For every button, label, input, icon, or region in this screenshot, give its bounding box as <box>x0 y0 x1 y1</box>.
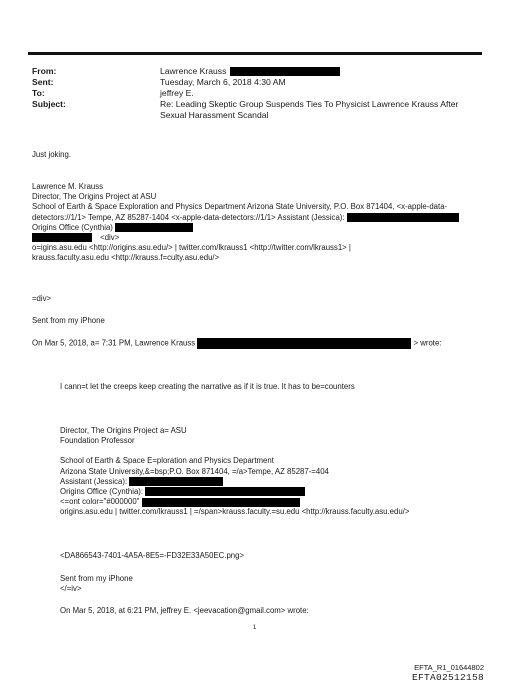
subject-value: Re: Leading Skeptic Group Suspends Ties To Physicist Lawrence Krauss After Sexual Harassment Scandal <box>160 99 459 120</box>
reply-text <box>32 150 482 160</box>
quoted-sent-iphone: Sent from my iPhone </=iv> <box>60 574 480 594</box>
sent-value: Tuesday, March 6, 2018 4:30 AM <box>160 77 286 87</box>
bates-number-large: EFTA02512158 <box>411 672 484 683</box>
q-director: Director, The Origins Project a= ASU <box>60 426 187 435</box>
redaction-block <box>347 213 459 222</box>
redaction-block <box>129 477 223 486</box>
q-origins: Origins Office (Cynthia): <box>60 487 480 497</box>
sig-name: Lawrence M. Krauss <box>32 182 104 191</box>
redaction-block <box>197 338 411 349</box>
q-assistant: Assistant (Jessica): <box>60 477 480 487</box>
sig-address-1: School of Earth & Space Exploration and Physics Department Arizona State University, P.O. Box 871404, <x-apple-data- <box>32 202 448 212</box>
sig-address-2: detectors://1/1> Tempe, AZ 85287-1404 <x-apple-data-detectors://1/1> Assistant (Jessica): <box>32 213 482 223</box>
redaction-block <box>145 487 305 496</box>
q-school: School of Earth & Space E=ploration and Physics Department <box>60 456 274 466</box>
to-row <box>32 88 480 99</box>
sig-links-2: krauss.faculty.asu.edu <http://krauss.f=culty.asu.edu/> <box>32 253 220 263</box>
redaction-block <box>230 67 340 76</box>
bates-number-small: EFTA_R1_01644802 <box>414 663 484 672</box>
sent-row <box>32 77 480 88</box>
sent-iphone-line: Sent from my iPhone <box>32 316 105 325</box>
div-close-line: =div> <box>32 294 52 303</box>
sig-title: Director, The Origins Project at ASU <box>32 192 157 202</box>
to-value: jeffrey E. <box>160 88 194 98</box>
subject-label: Subject: <box>32 99 66 109</box>
redaction-block <box>115 223 193 232</box>
q-asu: Arizona State University,&=bsp;P.O. Box 871404, =/a>Tempe, AZ 85287-=404 <box>60 466 329 476</box>
from-label: From: <box>32 66 57 76</box>
sent-label: Sent: <box>32 77 54 87</box>
email-header <box>32 66 480 121</box>
quoted-header-1: On Mar 5, 2018, a= 7:31 PM, Lawrence Krauss > wrote: <box>32 338 442 348</box>
joking-line: Just joking. <box>32 150 72 159</box>
subject-row <box>32 99 480 121</box>
redaction-block <box>32 233 92 242</box>
sig-links-1: o=igins.asu.edu <http://origins.asu.edu/> | twitter.com/lkrauss1 <http://twitter.com/lkrauss1> | <box>32 243 351 253</box>
q-foundation: Foundation Professor <box>60 436 135 446</box>
signature-block <box>32 182 482 264</box>
q-div: </=iv> <box>60 584 82 594</box>
sig-origins-office: Origins Office (Cynthia) <box>32 223 482 233</box>
sig-div-line: <div> <box>32 233 482 243</box>
q-font: <=ont color="#000000" <box>60 497 480 507</box>
from-value: Lawrence Krauss <box>160 66 480 77</box>
redaction-block <box>142 498 300 507</box>
quoted-signature <box>60 426 480 518</box>
from-row <box>32 66 480 77</box>
to-label: To: <box>32 88 45 98</box>
quoted-header-2: On Mar 5, 2018, at 6:21 PM, jeffrey E. <jeevacation@gmail.com> wrote: <box>60 606 309 615</box>
top-rule <box>28 52 482 55</box>
png-line: <DA866543-7401-4A5A-8E5=-FD32E33A50EC.png> <box>60 551 245 560</box>
quoted-message-text: I cann=t let the creeps keep creating the narrative as if it is true. It has to be=counters <box>60 382 355 391</box>
page-number: 1 <box>253 625 257 631</box>
q-links: origins.asu.edu | twitter.com/lkrauss1 | =/span>krauss.faculty.=su.edu <http://krauss.faculty.asu.edu/> <box>60 507 410 517</box>
